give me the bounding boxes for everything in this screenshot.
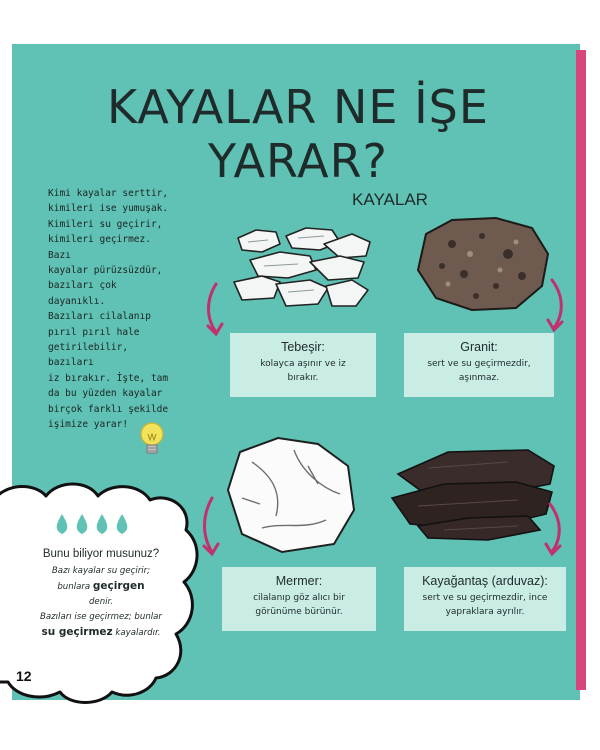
fact-line: Bazı kayalar su geçirir;: [51, 566, 151, 576]
fact-line: Bazıları ise geçirmez; bunlar: [40, 612, 162, 622]
intro-line: Kimileri su geçirir,: [48, 218, 163, 230]
intro-line: kayalar pürüzsüzdür,: [48, 265, 163, 277]
section-title: KAYALAR: [352, 190, 428, 209]
page-title: KAYALAR NE İŞE YARAR?: [107, 80, 489, 188]
rock-name: [404, 574, 566, 588]
fact-line: denir.: [88, 597, 114, 607]
rock-name: Tebeşir:: [281, 340, 325, 354]
intro-line: pırıl pırıl hale: [48, 326, 140, 338]
granite-icon: [412, 214, 552, 314]
intro-line: Bazıları cilalanıp: [48, 311, 151, 323]
rock-description: [404, 591, 566, 619]
intro-line: getirilebilir, bazıları: [48, 342, 129, 369]
rock-name-aside: (arduvaz):: [491, 574, 548, 588]
intro-text: [48, 186, 176, 433]
rock-description-line: aşınmaz.: [458, 373, 500, 383]
rock-description-line: sert ve su geçirmezdir,: [427, 359, 531, 369]
rock-description-line: sert ve su geçirmezdir, ince: [422, 593, 548, 603]
intro-line: Kimi kayalar serttir,: [48, 188, 169, 199]
intro-line: birçok farklı şekilde: [48, 403, 169, 415]
book-spine-edge: [576, 50, 586, 690]
fact-question: Bunu biliyor musunuz?: [42, 548, 160, 560]
fact-text: bunlara: [57, 582, 93, 592]
fact-text: kayalardır.: [112, 628, 161, 638]
rock-description-line: bırakır.: [287, 373, 319, 383]
intro-line: işimize yarar!: [48, 419, 129, 431]
rock-name: Mermer:: [275, 574, 323, 588]
rock-description-line: yapraklara ayrılır.: [445, 607, 525, 617]
rock-description-line: kolayca aşınır ve iz: [260, 359, 346, 369]
intro-line: iz bırakır. İşte, tam: [48, 372, 169, 384]
fact-term: geçirgen: [92, 580, 145, 592]
arrow-icon: [200, 280, 230, 340]
intro-line: bazıları çok dayanıklı.: [48, 280, 117, 307]
fact-line: [26, 625, 176, 641]
intro-line: kimileri ise yumuşak.: [48, 203, 169, 215]
rock-card-marble: [222, 567, 376, 631]
intro-line: da bu yüzden kayalar: [48, 388, 163, 400]
rock-card-chalk: [230, 333, 376, 397]
fact-box: [26, 548, 176, 641]
rock-name-main: Kayağantaş: [422, 574, 489, 588]
rock-card-slate: [404, 567, 566, 631]
fact-line: [26, 579, 176, 595]
rock-description: [404, 357, 554, 385]
rock-description: [222, 591, 376, 619]
marble-icon: [222, 432, 362, 558]
page-number: 12: [16, 668, 32, 684]
rock-description-line: cilalanıp göz alıcı bir: [253, 593, 345, 603]
slate-icon: [388, 444, 560, 544]
lightbulb-icon: [138, 420, 166, 462]
rock-name: Granit:: [460, 340, 498, 354]
intro-line: kimileri geçirmez. Bazı: [48, 234, 151, 261]
arrow-icon: [542, 276, 572, 336]
chalk-icon: [228, 222, 378, 317]
rock-description-line: görünüme bürünür.: [255, 607, 343, 617]
fact-term: su geçirmez: [41, 626, 113, 638]
rock-card-granite: [404, 333, 554, 397]
rock-description: [230, 357, 376, 385]
arrow-icon: [540, 500, 570, 560]
